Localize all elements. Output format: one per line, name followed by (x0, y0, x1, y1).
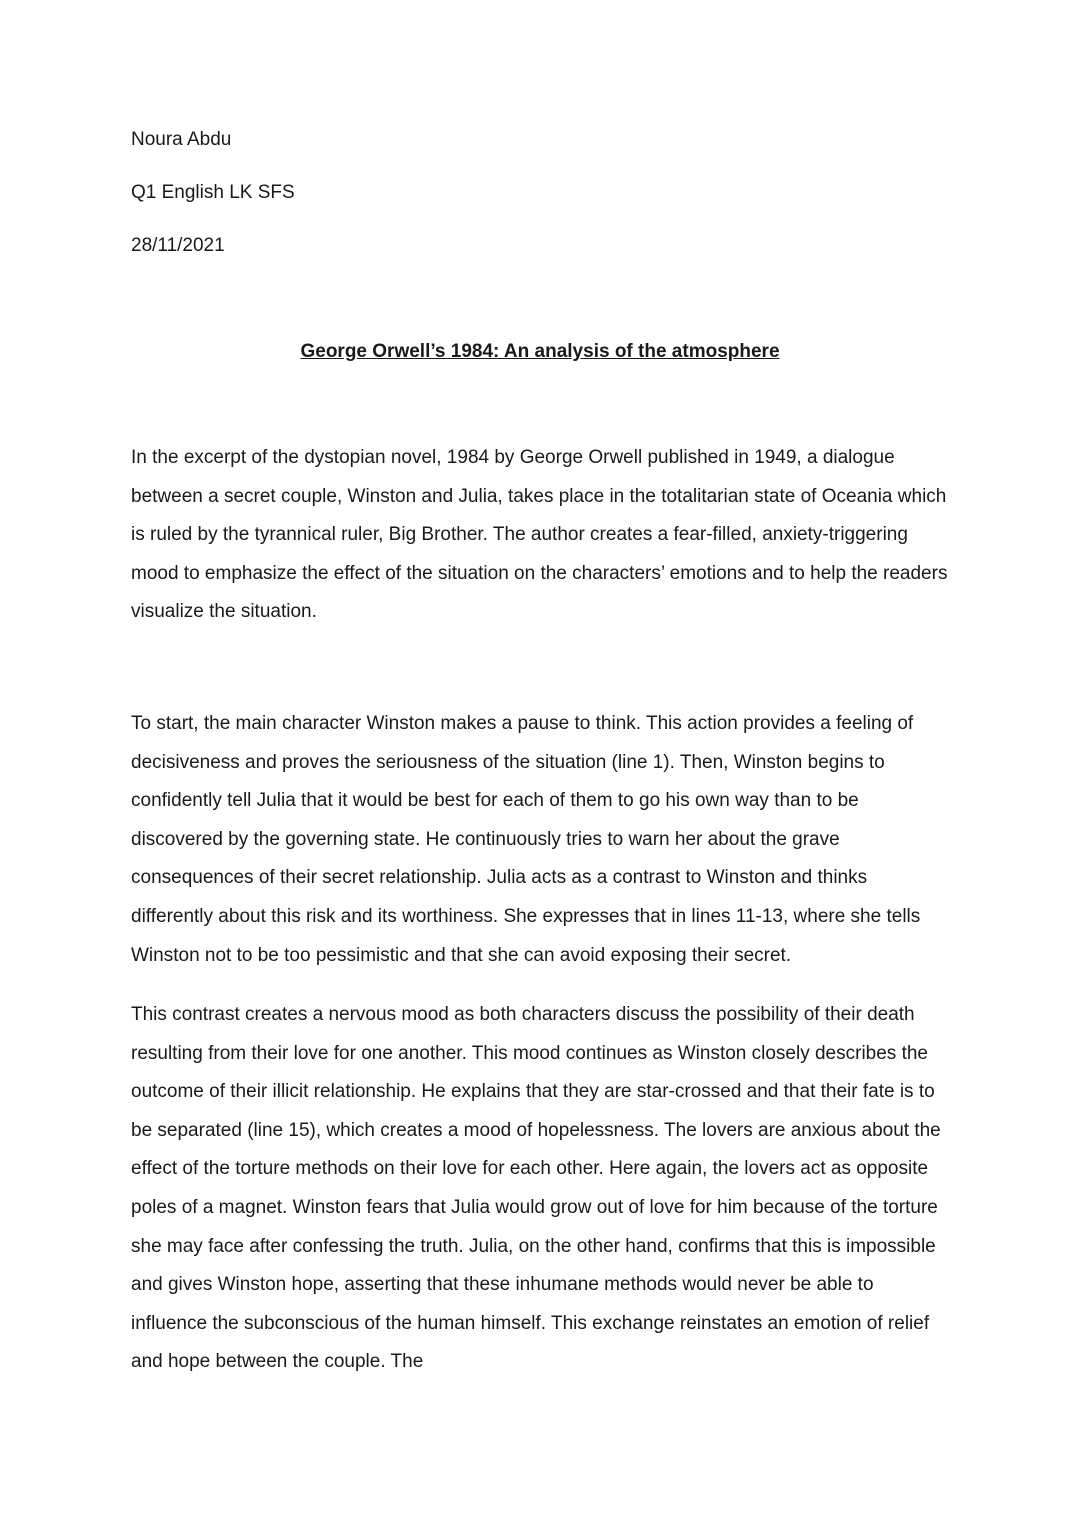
document-title: George Orwell’s 1984: An analysis of the atmosphere (300, 341, 780, 362)
paragraph-body-1: To start, the main character Winston makes a pause to think. This action provides a feeling of decisiveness and proves the seriousness of the situation (line 1). Then, Winston begins to confidently tell Julia that it would be best for each of them to go his own way than to be discovered by the governing state. He continuously tries to warn her about the grave consequences of their secret relationship. Julia acts as a contrast to Winston and thinks differently about this risk and its worthiness. She expresses that in lines 11-13, where she tells Winston not to be too pessimistic and that she can avoid exposing their secret. (131, 713, 921, 966)
paragraph-introduction: In the excerpt of the dystopian novel, 1984 by George Orwell published in 1949, a dialogue between a secret couple, Winston and Julia, takes place in the totalitarian state of Oceania which is ruled by the tyrannical ruler, Big Brother. The author creates a fear-filled, anxiety-triggering mood to emphasize the effect of the situation on the characters’ emotions and to help the readers visualize the situation. (131, 447, 948, 623)
document-date: 28/11/2021 (131, 235, 225, 256)
author-name: Noura Abdu (131, 129, 232, 150)
course-name: Q1 English LK SFS (131, 182, 295, 203)
paragraph-body-2: This contrast creates a nervous mood as both characters discuss the possibility of their death resulting from their love for one another. This mood continues as Winston closely describes the outcome of their illicit relationship. He explains that they are star-crossed and that their fate is to be separated (line 15), which creates a mood of hopelessness. The lovers are anxious about the effect of the torture methods on their love for each other. Here again, the lovers act as opposite poles of a magnet. Winston fears that Julia would grow out of love for him because of the torture she may face after confessing the truth. Julia, on the other hand, confirms that this is impossible and gives Winston hope, asserting that these inhumane methods would never be able to influence the subconscious of the human himself. This exchange reinstates an emotion of relief and hope between the couple. The (131, 1004, 941, 1373)
